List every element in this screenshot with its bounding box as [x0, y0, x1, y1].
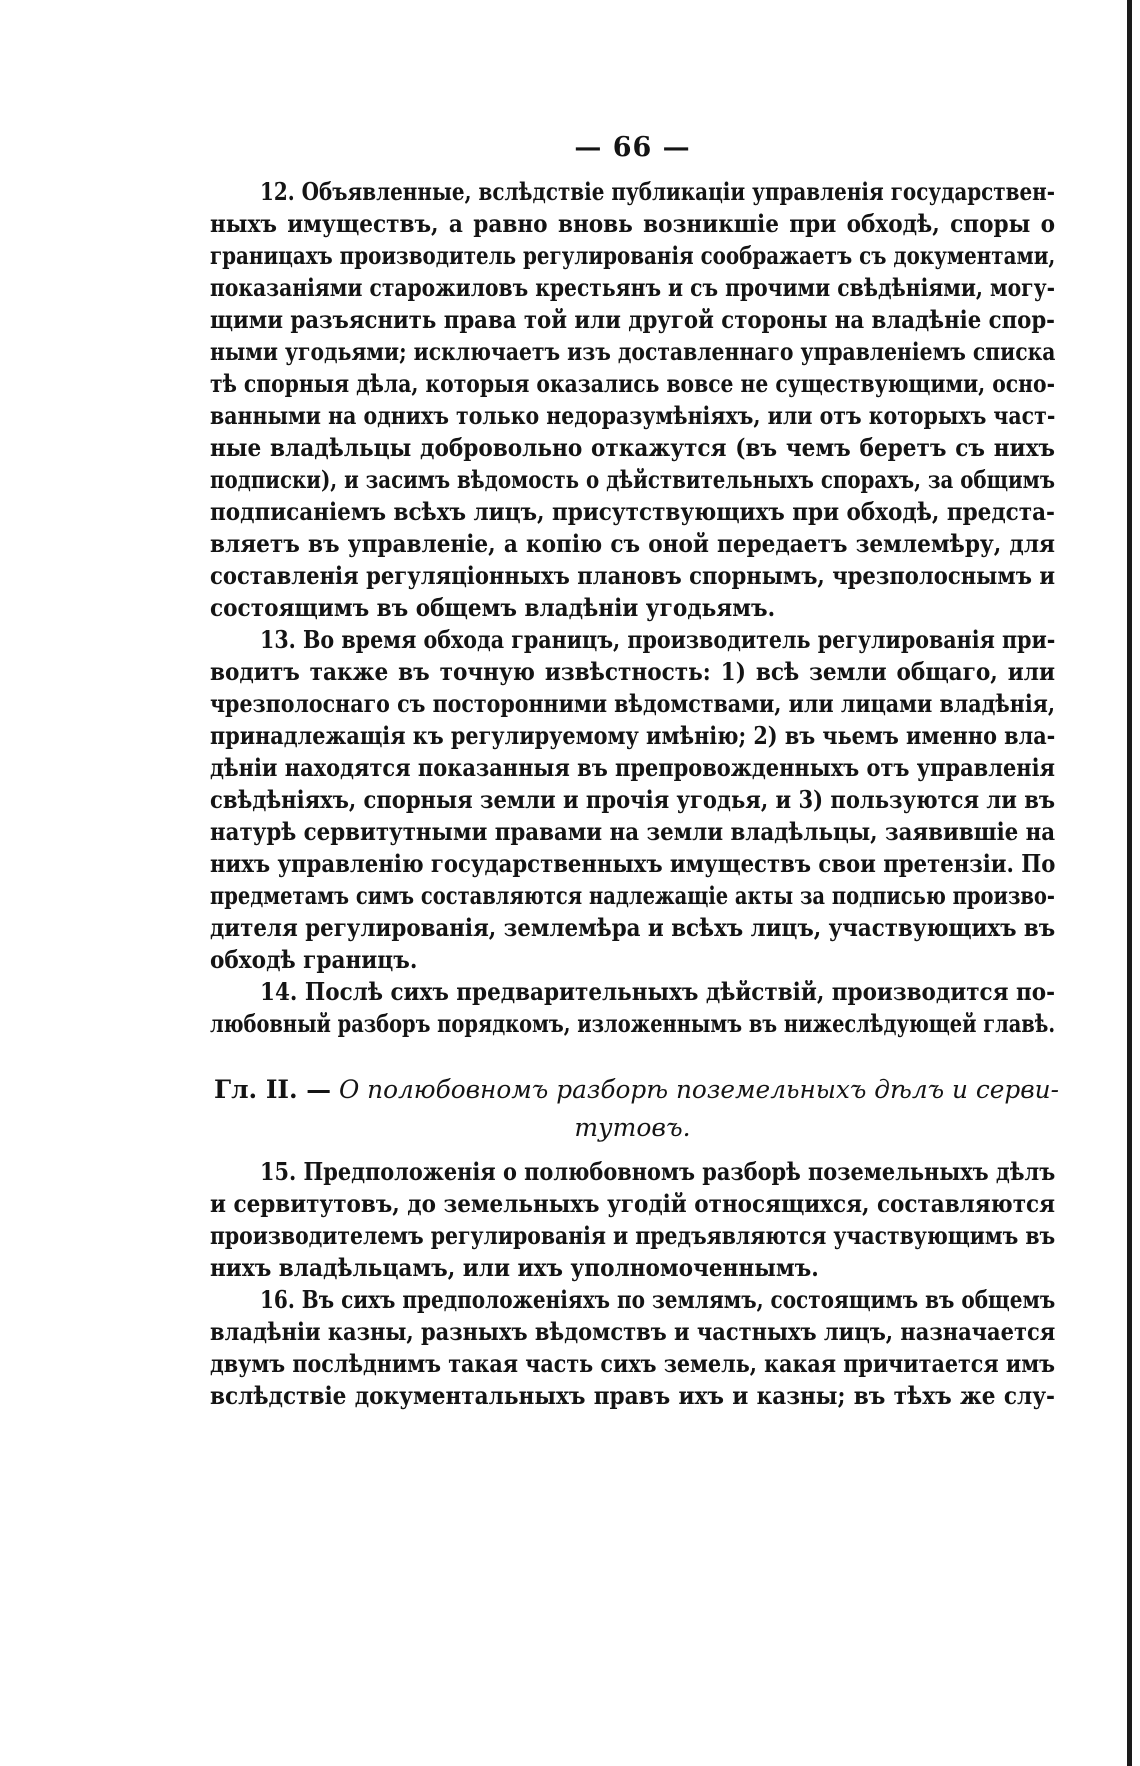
text-line: и сервитутовъ, до земельныхъ угодій относящихся, составляются	[210, 1189, 1055, 1218]
text-line: натурѣ сервитутными правами на земли владѣльцы, заявившіе на	[210, 817, 1056, 846]
text-line: владѣніи казны, разныхъ вѣдомствъ и частныхъ лицъ, назначается	[210, 1317, 1056, 1346]
text-line: 14. Послѣ сихъ предварительныхъ дѣйствій, производится по-	[260, 977, 1056, 1006]
text-line: границахъ производитель регулированія соображаетъ съ документами,	[210, 241, 1056, 270]
text-line: вляетъ въ управленіе, а копію съ оной передаетъ землемѣру, для	[210, 529, 1055, 558]
text-line: 12. Объявленные, вслѣдствіе публикаціи управленія государствен-	[260, 177, 1055, 206]
chapter-heading	[214, 1072, 1059, 1108]
text-line: водитъ также въ точную извѣстность: 1) всѣ земли общаго, или	[210, 657, 1055, 686]
text-line: ными угодьями; исключаетъ изъ доставленнаго управленіемъ списка	[210, 337, 1056, 366]
text-line: показаніями старожиловъ крестьянъ и съ прочими свѣдѣніями, могу-	[210, 273, 1055, 302]
text-line: тѣ спорныя дѣла, которыя оказались вовсе не существующими, осно-	[210, 369, 1055, 398]
scan-border-line	[1127, 0, 1132, 1766]
text-line: нихъ управленію государственныхъ имуществъ свои претензіи. По	[210, 849, 1056, 878]
chapter-title-continued: тутовъ.	[574, 1113, 691, 1142]
text-line: подписаніемъ всѣхъ лицъ, присутствующихъ при обходѣ, предста-	[210, 497, 1055, 526]
text-line: ныхъ имуществъ, а равно вновь возникшіе при обходѣ, споры о	[210, 209, 1055, 238]
text-line: нихъ владѣльцамъ, или ихъ уполномоченнымъ.	[210, 1253, 819, 1282]
chapter-number: Гл. II. —	[214, 1075, 332, 1104]
text-line: щими разъяснить права той или другой стороны на владѣніе спор-	[210, 305, 1055, 334]
text-line: любовный разборъ порядкомъ, изложеннымъ въ нижеслѣдующей главѣ.	[210, 1009, 1056, 1038]
text-line: вслѣдствіе документальныхъ правъ ихъ и казны; въ тѣхъ же слу-	[210, 1381, 1055, 1410]
text-line: ные владѣльцы добровольно откажутся (въ чемъ беретъ съ нихъ	[210, 433, 1055, 462]
text-line: 13. Во время обхода границъ, производитель регулированія при-	[260, 625, 1056, 654]
text-line: составленія регуляціонныхъ плановъ спорнымъ, чрезполоснымъ и	[210, 561, 1055, 590]
text-line: свѣдѣніяхъ, спорныя земли и прочія угодья, и 3) пользуются ли въ	[210, 785, 1055, 814]
text-line: принадлежащія къ регулируемому имѣнію; 2) въ чьемъ именно вла-	[210, 721, 1056, 750]
text-line: 16. Въ сихъ предположеніяхъ по землямъ, состоящимъ въ общемъ	[260, 1285, 1056, 1314]
text-line: производителемъ регулированія и предъявляются участвующимъ въ	[210, 1221, 1056, 1250]
text-line: 15. Предположенія о полюбовномъ разборѣ поземельныхъ дѣлъ	[260, 1157, 1056, 1186]
text-line: ванными на однихъ только недоразумѣніяхъ, или отъ которыхъ част-	[210, 401, 1056, 430]
text-line: состоящимъ въ общемъ владѣніи угодьямъ.	[210, 593, 776, 622]
text-line: дителя регулированія, землемѣра и всѣхъ лицъ, участвующихъ въ	[210, 913, 1056, 942]
text-line: дѣніи находятся показанныя въ препровожденныхъ отъ управленія	[210, 753, 1055, 782]
text-line: двумъ послѣднимъ такая часть сихъ земель, какая причитается имъ	[210, 1349, 1055, 1378]
chapter-title: О полюбовномъ разборѣ поземельныхъ дѣлъ и серви-	[338, 1075, 1060, 1104]
text-line: чрезполоснаго съ посторонними вѣдомствами, или лицами владѣнія,	[210, 689, 1055, 718]
text-line: подписки), и засимъ вѣдомость о дѣйствительныхъ спорахъ, за общимъ	[210, 465, 1055, 494]
text-line: обходѣ границъ.	[210, 945, 418, 974]
text-line: предметамъ симъ составляются надлежащіе акты за подписью произво-	[210, 881, 1055, 910]
page-number: — 66 —	[574, 132, 691, 163]
